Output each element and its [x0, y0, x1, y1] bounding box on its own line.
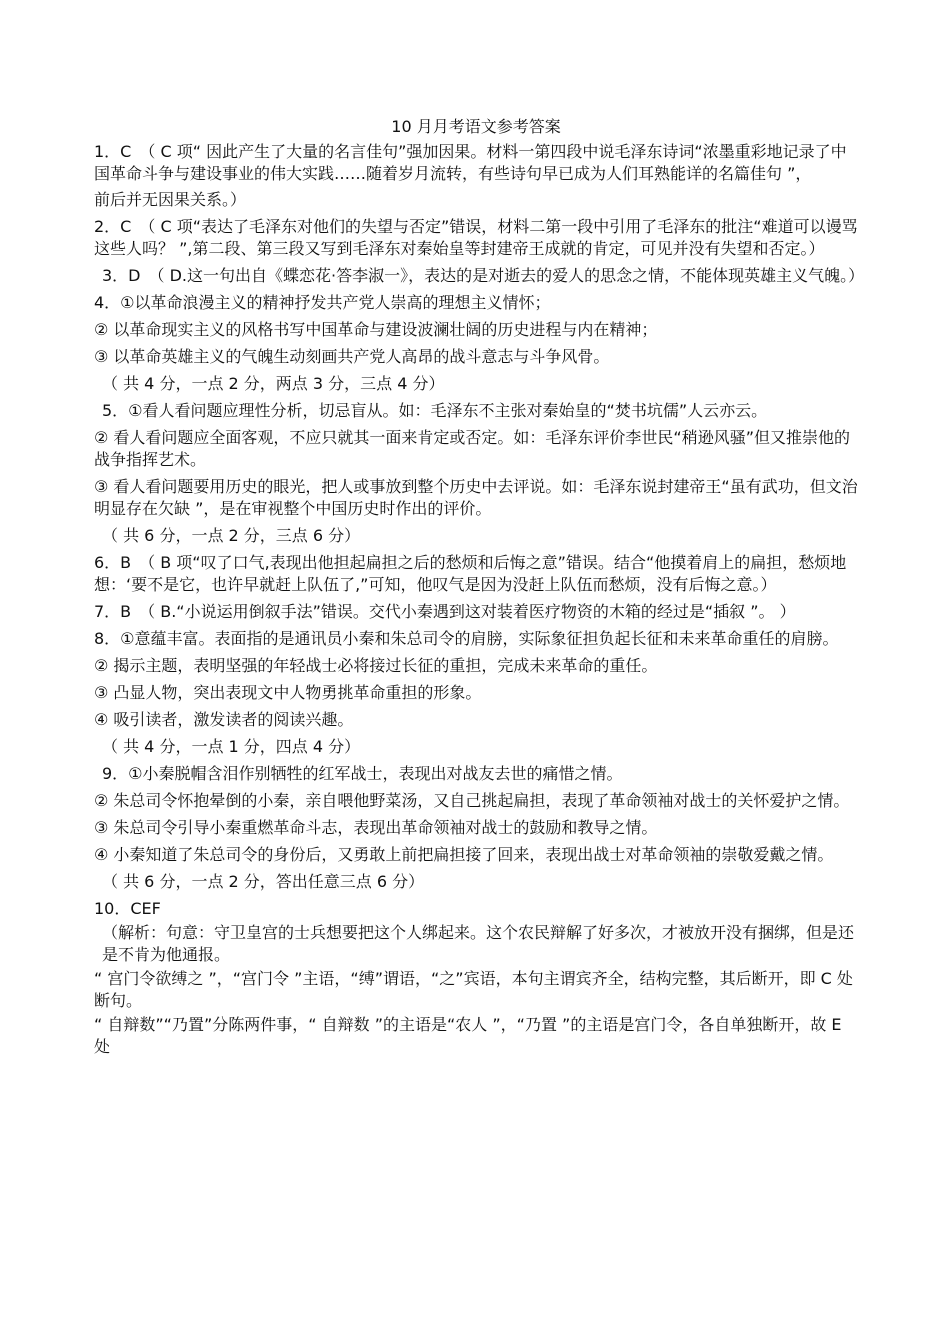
answer-2: 2．C （ C 项“表达了毛泽东对他们的失望与否定”错误，材料二第一段中引用了毛泽东的批注“难道可以谩骂这些人吗？ ”,第二段、第三段又写到毛泽东对秦始皇等封建帝王成就的肯定，可见并没有失望和否定。）: [94, 217, 858, 258]
answer-5-point-3: ③ 看人看问题要用历史的眼光，把人或事放到整个历史中去评说。如：毛泽东说封建帝王“虽有武功，但文治明显存在欠缺 ”，是在审视整个中国历史时作出的评价。: [94, 477, 858, 518]
answer-7: 7．B （ B.“小说运用倒叙手法”错误。交代小秦遇到这对装着医疗物资的木箱的经过是“插叙 ”。 ）: [94, 602, 796, 621]
answer-8-point-2: ② 揭示主题，表明坚强的年轻战士必将接过长征的重担，完成未来革命的重任。: [94, 656, 658, 675]
answer-5-scoring: （ 共 6 分，一点 2 分，三点 6 分）: [102, 526, 361, 545]
answer-5-point-1: 5．①看人看问题应理性分析，切忌盲从。如：毛泽东不主张对秦始皇的“焚书坑儒”人云亦云。: [102, 401, 768, 420]
answer-4-scoring: （ 共 4 分，一点 2 分，两点 3 分，三点 4 分）: [102, 374, 445, 393]
answer-10-analysis-e: “ 自辩数”“乃置”分陈两件事，“ 自辩数 ”的主语是“农人 ”，“乃置 ”的主语是宫门令，各自单独断开，故 E 处: [94, 1015, 842, 1056]
answer-9-scoring: （ 共 6 分，一点 2 分，答出任意三点 6 分）: [102, 872, 425, 891]
answer-8-point-3: ③ 凸显人物，突出表现文中人物勇挑革命重担的形象。: [94, 683, 482, 702]
answer-3: 3．D （ D.这一句出自《蝶恋花·答李淑一》，表达的是对逝去的爱人的思念之情，不能体现英雄主义气魄。）: [102, 266, 865, 285]
answer-9-point-2: ② 朱总司令怀抱晕倒的小秦，亲自喂他野菜汤，又自己挑起扁担，表现了革命领袖对战士的关怀爱护之情。: [94, 791, 850, 810]
answer-9-point-4: ④ 小秦知道了朱总司令的身份后，又勇敢上前把扁担接了回来，表现出战士对革命领袖的崇敬爱戴之情。: [94, 845, 834, 864]
answer-1-continued: 前后并无因果关系。）: [94, 190, 247, 209]
answer-8-point-1: 8．①意蕴丰富。表面指的是通讯员小秦和朱总司令的肩膀，实际象征担负起长征和未来革命重任的肩膀。: [94, 629, 839, 648]
answer-10: 10．CEF: [94, 899, 161, 918]
answer-4-point-1: 4．①以革命浪漫主义的精神抒发共产党人崇高的理想主义情怀；: [94, 293, 551, 312]
answer-8-point-4: ④ 吸引读者，激发读者的阅读兴趣。: [94, 710, 354, 729]
answer-4-point-2: ② 以革命现实主义的风格书写中国革命与建设波澜壮阔的历史进程与内在精神；: [94, 320, 658, 339]
answer-8-scoring: （ 共 4 分，一点 1 分，四点 4 分）: [102, 737, 361, 756]
answer-4-point-3: ③ 以革命英雄主义的气魄生动刻画共产党人高昂的战斗意志与斗争风骨。: [94, 347, 610, 366]
answer-5-point-2: ② 看人看问题应全面客观，不应只就其一面来肯定或否定。如：毛泽东评价李世民“稍逊风骚”但又推崇他的战争指挥艺术。: [94, 428, 851, 469]
answer-6: 6．B （ B 项“叹了口气,表现出他担起扁担之后的愁烦和后悔之意”错误。结合“他摸着肩上的扁担，愁烦地想：‘要不是它，也许早就赶上队伍了,”可知，他叹气是因为没赶上队伍而愁烦，没有后悔之意。）: [94, 553, 847, 594]
answer-10-analysis-c: “ 宫门令欲缚之 ”，“宫门令 ”主语，“缚”谓语，“之”宾语，本句主谓宾齐全，结构完整，其后断开，即 C 处断句。: [94, 969, 853, 1010]
answer-1: 1．C （ C 项“ 因此产生了大量的名言佳句”强加因果。材料一第四段中说毛泽东诗词“浓墨重彩地记录了中国革命斗争与建设事业的伟大实践……随着岁月流转，有些诗句早已成为人们耳熟能详的名篇佳句 ”，: [94, 142, 847, 183]
answer-9-point-1: 9．①小秦脱帽含泪作别牺牲的红军战士，表现出对战友去世的痛惜之情。: [102, 764, 623, 783]
answer-9-point-3: ③ 朱总司令引导小秦重燃革命斗志，表现出革命领袖对战士的鼓励和教导之情。: [94, 818, 658, 837]
answer-document: [94, 116, 865, 1060]
document-title: 10 月月考语文参考答案: [391, 117, 561, 136]
answer-10-analysis: （解析：句意：守卫皇宫的士兵想要把这个人绑起来。这个农民辩解了好多次，才被放开没有捆绑，但是还是不肯为他通报。: [102, 923, 855, 964]
